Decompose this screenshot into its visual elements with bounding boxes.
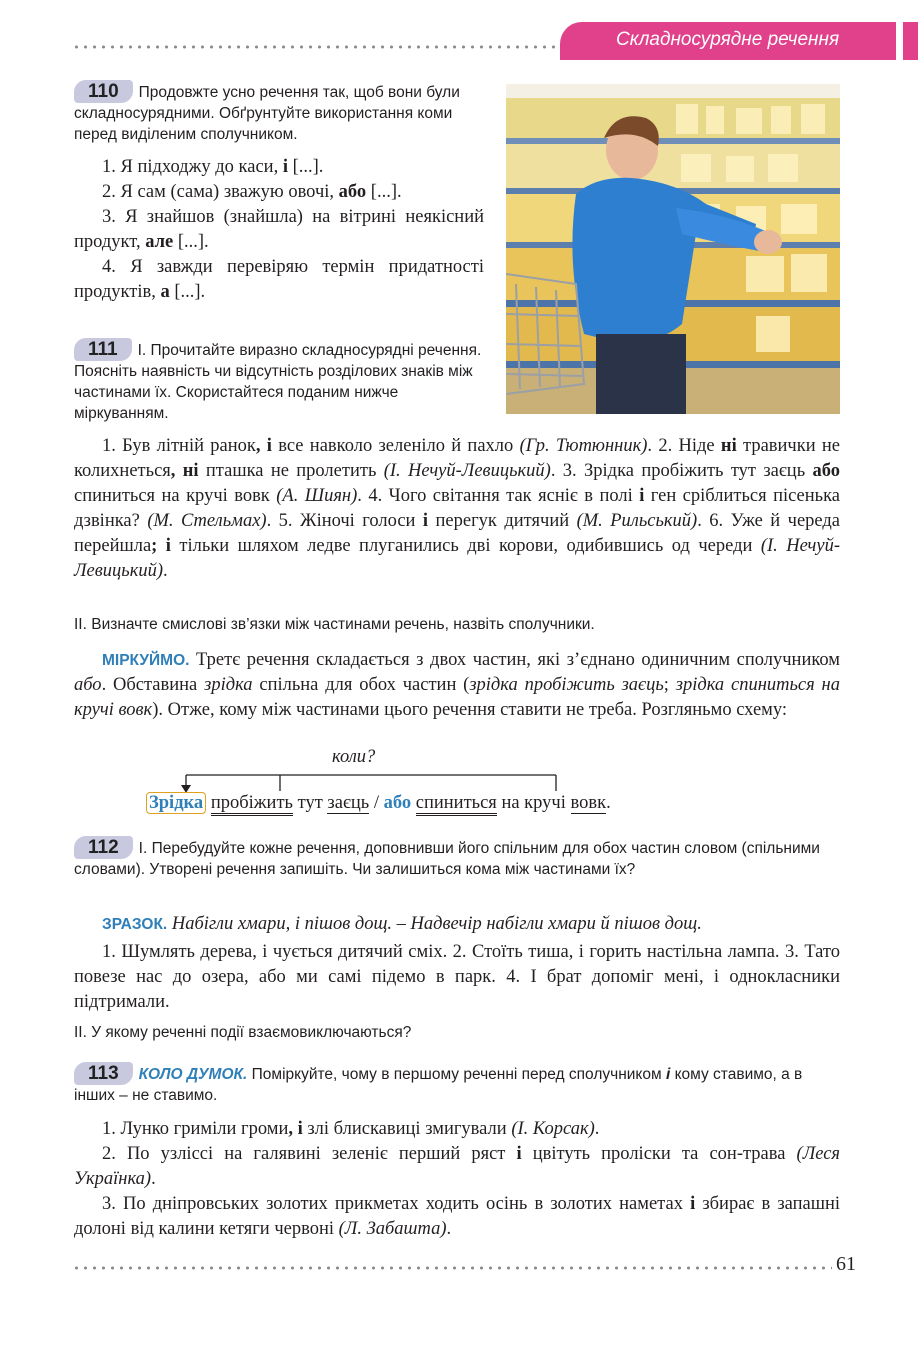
task-instruction: І. Перебудуйте кожне речення, доповнивши його спільним для обох частин словом (спільними словами). Утворені речення запишіть. Чи залишиться кома між частинами їх? bbox=[74, 840, 820, 878]
sentence-scheme bbox=[140, 745, 820, 825]
header-edge-block bbox=[903, 22, 918, 60]
list-item: 2. По узліссі на галявині зеленіє перший ряст і цвітуть проліски та сон-трава (Леся Українка). bbox=[74, 1144, 841, 1189]
list-item: 3. Я знайшов (знайшла) на вітрині неякісний продукт, але [...]. bbox=[74, 207, 484, 252]
task-110 bbox=[74, 80, 486, 145]
task-112-text: 1. Шумлять дерева, і чується дитячий сміх. 2. Стоїть тиша, і горить настільна лампа. 3. Тато повезе нас до озера, або ми самі підемо в парк. 4. І брат допоміг мені, і однокласники підтримали. bbox=[74, 942, 840, 1012]
task-111 bbox=[74, 338, 486, 424]
top-dotted-rule bbox=[72, 45, 562, 49]
task-113-text bbox=[74, 1117, 840, 1242]
task-112-part2: ІІ. У якому реченні події взаємовиключаються? bbox=[74, 1024, 412, 1041]
page-number: 61 bbox=[836, 1253, 856, 1275]
task-111-text bbox=[74, 434, 840, 584]
list-item: 4. Я завжди перевіряю термін придатності продуктів, а [...]. bbox=[74, 257, 484, 302]
list-item: 1. Я підходжу до каси, і [...]. bbox=[102, 157, 324, 177]
task-112-sample: ЗРАЗОК. Набігли хмари, і пішов дощ. – Надвечір набігли хмари й пішов дощ. bbox=[102, 914, 702, 934]
thoughts-label: КОЛО ДУМОК. bbox=[138, 1066, 248, 1083]
task-113: 113 КОЛО ДУМОК. Поміркуйте, чому в першому реченні перед сполучником і кому ставимо, а в інших – не ставимо. bbox=[74, 1063, 803, 1104]
task-111-part2: ІІ. Визначте смислові зв’язки між частинами речень, назвіть сполучники. bbox=[74, 616, 595, 633]
scheme-word-zridka: Зрідка bbox=[146, 792, 206, 814]
list-item: 1. Лунко гриміли громи, і злі блискавиці змигували (І. Корсак). bbox=[102, 1119, 600, 1139]
reasoning-block: МІРКУЙМО. Третє речення складається з двох частин, які з’єднано одиничним сполучником або. Обставина зрідка спільна для обох частин (зрідка пробіжить заєць; зрідка спиниться на кручі вовк). Отже, кому між частинами цього речення ставити не треба. Розгляньмо схему: bbox=[74, 650, 840, 720]
scheme-sentence: Зрідка пробіжить тут заєць / або спиниться на кручі вовк. bbox=[146, 791, 611, 816]
scheme-question: коли? bbox=[332, 747, 376, 767]
supermarket-photo bbox=[506, 84, 840, 414]
list-item: 2. Я сам (сама) зважую овочі, або [...]. bbox=[102, 182, 402, 202]
exercise-text: 1. Був літній ранок, і все навколо зеленіло й пахло (Гр. Тютюнник). 2. Ніде ні травички не колихнеться, ні пташка не пролетить (І. Нечуй-Левицький). 3. Зрідка пробіжить тут заєць або спиниться на кручі вовк (А. Шиян). 4. Чого світання так ясніє в полі і ген сріблиться пісенька дзвінка? (М. Стельмах). 5. Жіночі голоси і перегук дитячий (М. Рильський). 6. Уже й череда перейшла; і тільки шляхом ледве плуганились дві корови, одибившись од череди (І. Нечуй-Левицький). bbox=[74, 436, 841, 581]
task-number: 113 bbox=[74, 1062, 133, 1085]
bottom-dotted-rule bbox=[72, 1266, 832, 1270]
task-112 bbox=[74, 836, 840, 880]
list-item: 3. По дніпровських золотих прикметах ходить осінь в золотих наметах і збирає в запашні долоні від калини кетяги червоні (Л. Забашта). bbox=[74, 1194, 840, 1239]
sample-label: ЗРАЗОК. bbox=[102, 916, 168, 933]
task-110-items bbox=[74, 155, 484, 305]
task-number: 112 bbox=[74, 836, 133, 859]
task-instruction: Продовжте усно речення так, щоб вони були складносурядними. Обґрунтуйте використання коми перед виділеним сполучником. bbox=[74, 84, 460, 143]
reasoning-label: МІРКУЙМО. bbox=[102, 652, 190, 669]
photo-illustration bbox=[506, 84, 840, 414]
task-number: 110 bbox=[74, 80, 133, 103]
task-instruction: І. Прочитайте виразно складносурядні речення. Поясніть наявність чи відсутність розділових знаків між частинами їх. Скористайтеся поданим нижче міркуванням. bbox=[74, 342, 482, 422]
task-number: 111 bbox=[74, 338, 132, 361]
section-title: Складносурядне речення bbox=[560, 22, 896, 60]
